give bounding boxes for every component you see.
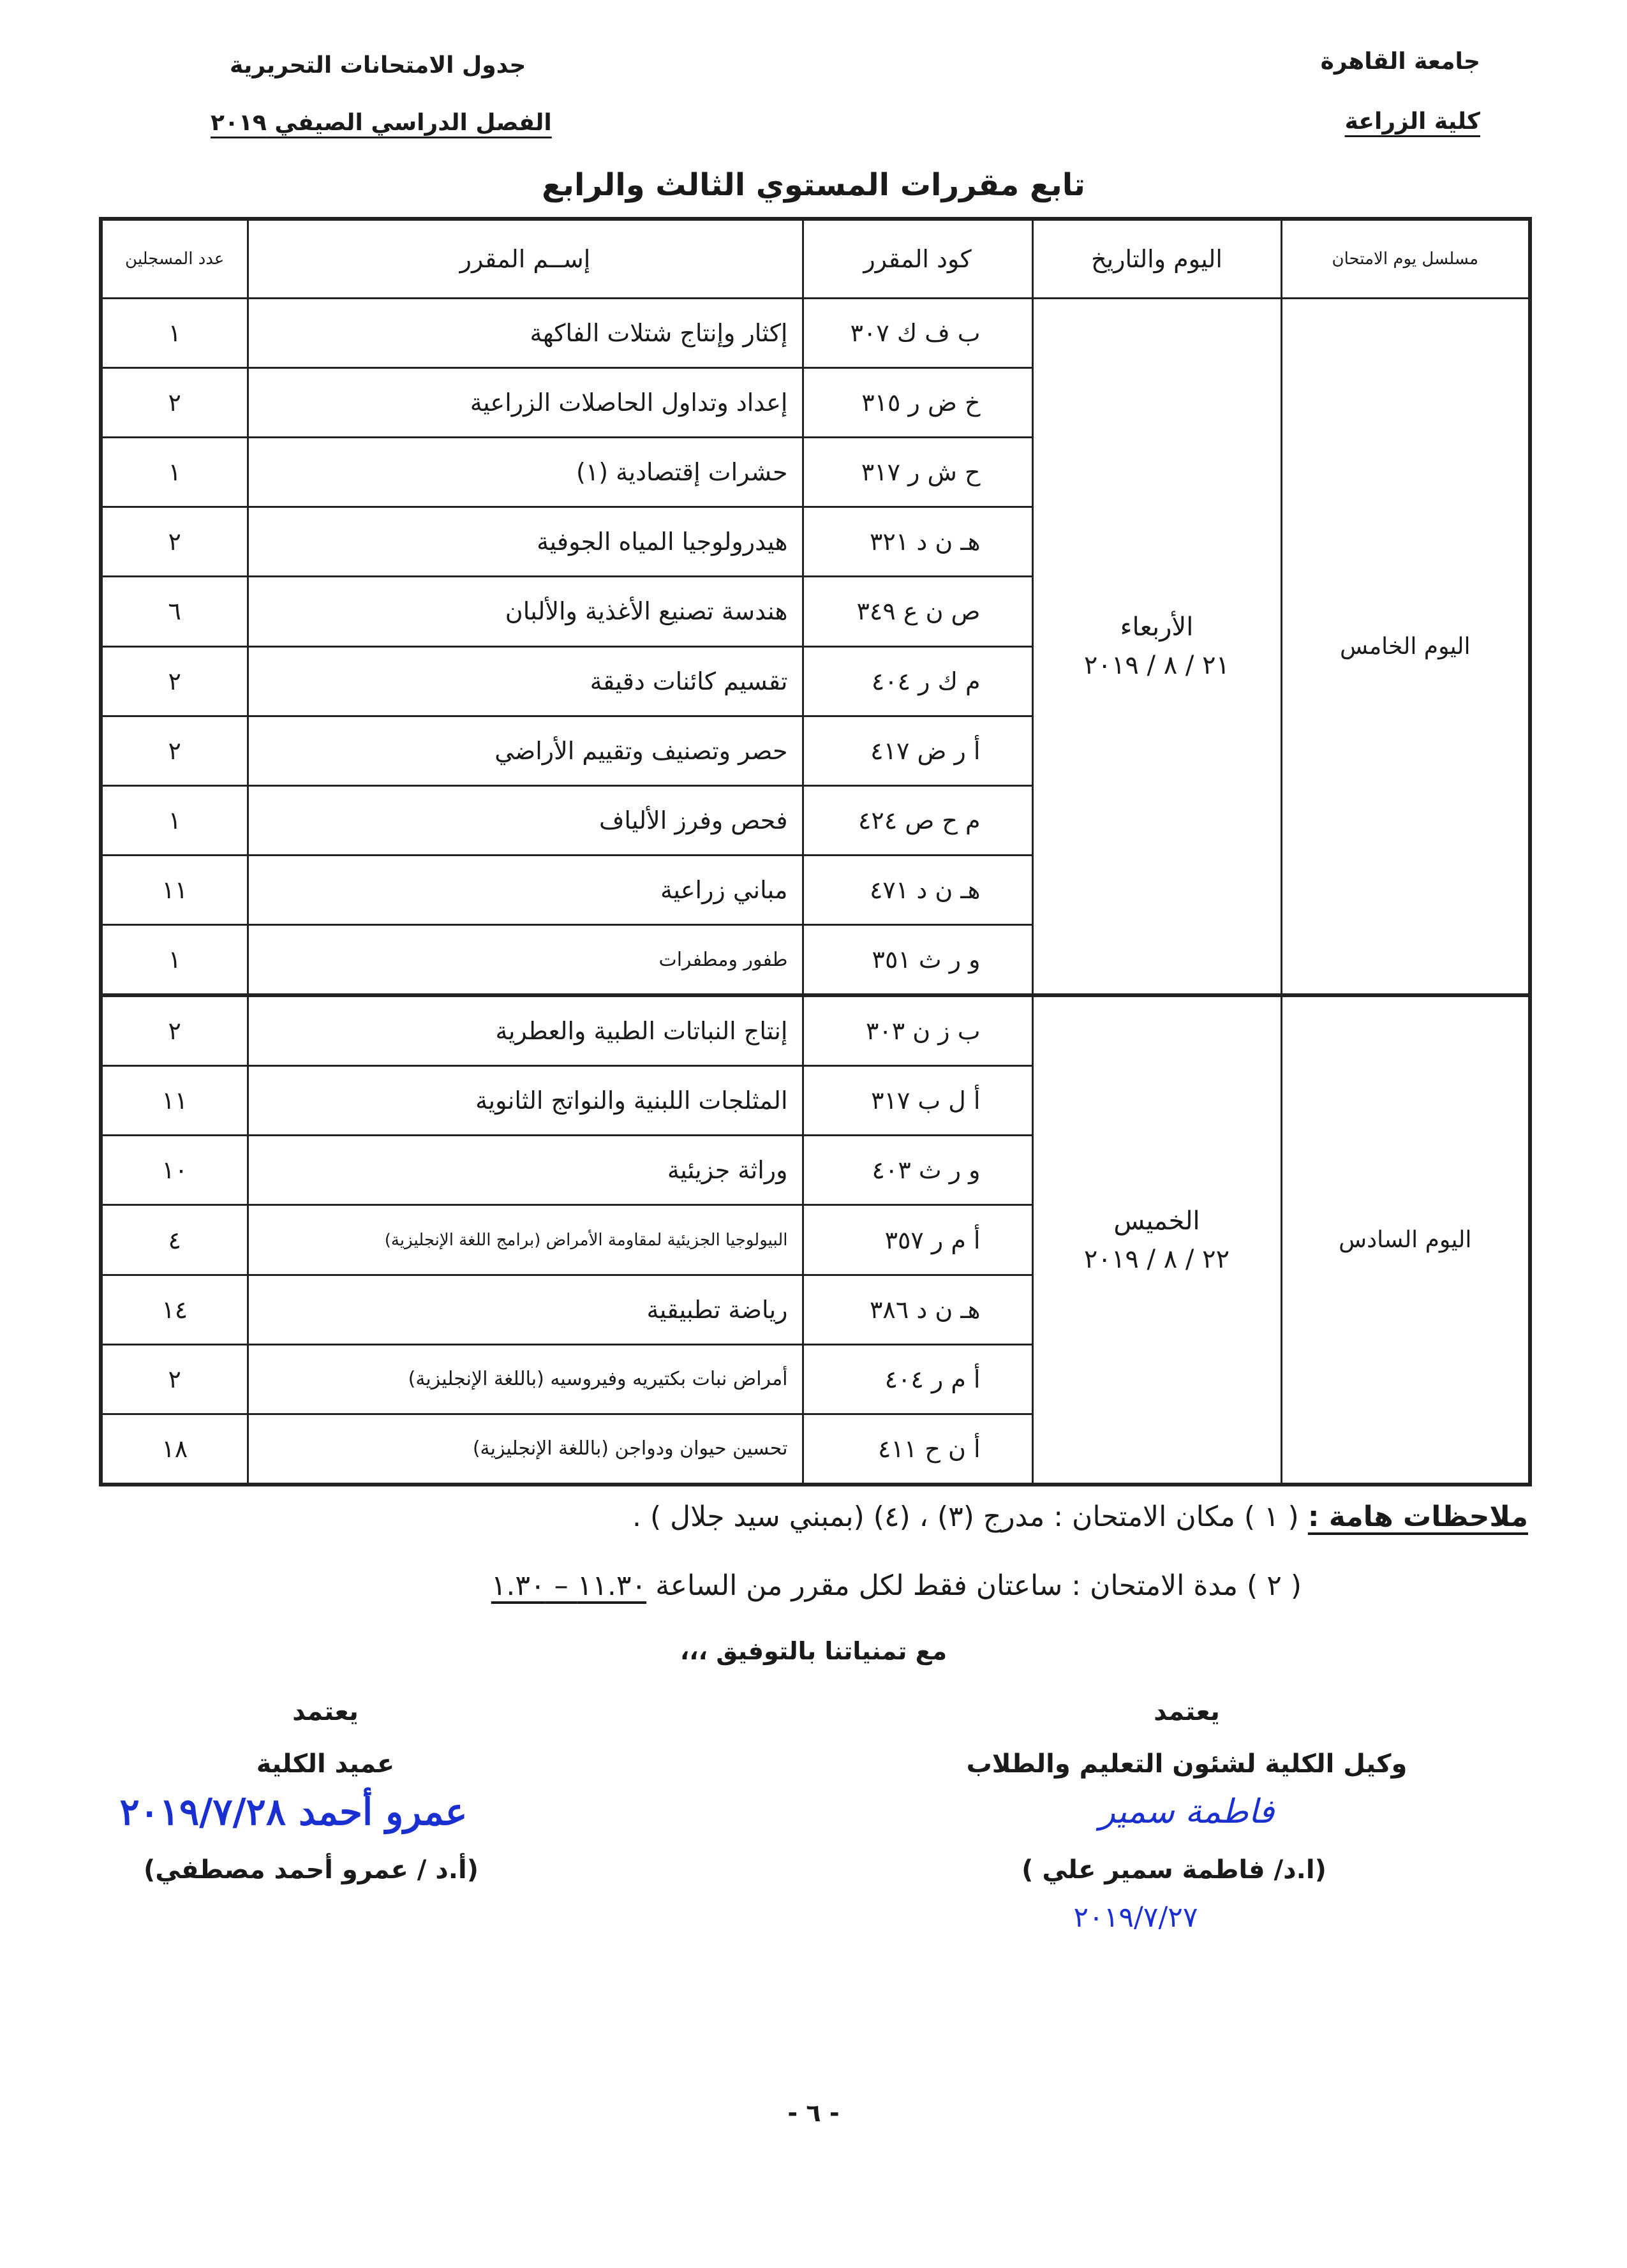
course-name: تقسيم كائنات دقيقة	[248, 646, 803, 716]
registered-count: ١	[101, 924, 248, 995]
page-title: تابع مقررات المستوي الثالث والرابع	[542, 167, 1085, 203]
registered-count: ١٠	[101, 1136, 248, 1205]
note-2-time: ١١.٣٠ – ١.٣٠	[491, 1569, 647, 1602]
semester-label: الفصل الدراسي الصيفي ٢٠١٩	[211, 110, 552, 136]
course-name: مباني زراعية	[248, 855, 803, 924]
header-name: إســم المقرر	[248, 219, 803, 299]
registered-count: ١	[101, 299, 248, 368]
registered-count: ١	[101, 438, 248, 507]
left-approve-label: يعتمد	[292, 1697, 359, 1726]
course-code: ح ش ر ٣١٧	[803, 438, 1032, 507]
note-2: ( ٢ ) مدة الامتحان : ساعتان فقط لكل مقرر من الساعة	[655, 1569, 1302, 1602]
course-name: المثلجات اللبنية والنواتج الثانوية	[248, 1066, 803, 1136]
header-count: عدد المسجلين	[101, 219, 248, 299]
registered-count: ١٨	[101, 1414, 248, 1485]
page-number: - ٦ -	[787, 2099, 840, 2127]
registered-count: ٢	[101, 995, 248, 1066]
left-signatory-role: عميد الكلية	[256, 1749, 395, 1779]
course-name: تحسين حيوان ودواجن (باللغة الإنجليزية)	[248, 1414, 803, 1485]
course-name: طفور ومطفرات	[248, 924, 803, 995]
right-signatory-role: وكيل الكلية لشئون التعليم والطلاب	[966, 1749, 1408, 1779]
group-date: ٢١ / ٨ / ٢٠١٩	[1083, 651, 1230, 681]
course-name: رياضة تطبيقية	[248, 1275, 803, 1344]
course-name: حصر وتصنيف وتقييم الأراضي	[248, 716, 803, 785]
registered-count: ٦	[101, 577, 248, 646]
university-name: جامعة القاهرة	[1320, 48, 1480, 75]
course-code: م ح ص ٤٢٤	[803, 785, 1032, 855]
notes-line-1	[632, 1501, 1528, 1533]
course-code: هـ ن د ٣٨٦	[803, 1275, 1032, 1344]
group-date-cell	[1032, 995, 1281, 1485]
course-name: وراثة جزيئية	[248, 1136, 803, 1205]
registered-count: ١	[101, 785, 248, 855]
faculty-name: كلية الزراعة	[1344, 108, 1480, 135]
registered-count: ١٤	[101, 1275, 248, 1344]
course-name: البيولوجيا الجزيئية لمقاومة الأمراض (برامج اللغة الإنجليزية)	[248, 1205, 803, 1275]
course-code: و ر ث ٤٠٣	[803, 1136, 1032, 1205]
header-code: كود المقرر	[803, 219, 1032, 299]
group-date-cell	[1032, 299, 1281, 996]
course-code: ص ن ع ٣٤٩	[803, 577, 1032, 646]
registered-count: ٢	[101, 1344, 248, 1414]
registered-count: ١١	[101, 855, 248, 924]
registered-count: ٢	[101, 716, 248, 785]
course-name: إعداد وتداول الحاصلات الزراعية	[248, 368, 803, 438]
group-serial: اليوم الخامس	[1281, 299, 1530, 996]
table-row	[101, 995, 1530, 1066]
header-serial: مسلسل يوم الامتحان	[1281, 219, 1530, 299]
registered-count: ١١	[101, 1066, 248, 1136]
course-name: فحص وفرز الألياف	[248, 785, 803, 855]
course-code: أ ل ب ٣١٧	[803, 1066, 1032, 1136]
course-name: هيدرولوجيا المياه الجوفية	[248, 507, 803, 577]
table-header-row	[101, 219, 1530, 299]
course-code: و ر ث ٣٥١	[803, 924, 1032, 995]
notes-line-2	[491, 1569, 1302, 1602]
course-name: حشرات إقتصادية (١)	[248, 438, 803, 507]
group-serial: اليوم السادس	[1281, 995, 1530, 1485]
header-date: اليوم والتاريخ	[1032, 219, 1281, 299]
course-code: أ م ر ٤٠٤	[803, 1344, 1032, 1414]
course-code: أ ر ض ٤١٧	[803, 716, 1032, 785]
course-name: أمراض نبات بكتيريه وفيروسيه (باللغة الإنجليزية)	[248, 1344, 803, 1414]
left-signatory-name: (أ.د / عمرو أحمد مصطفي)	[143, 1855, 479, 1885]
registered-count: ٢	[101, 507, 248, 577]
wishes: مع تمنياتنا بالتوفيق ،،،	[680, 1637, 947, 1665]
group-date: ٢٢ / ٨ / ٢٠١٩	[1083, 1244, 1230, 1274]
course-code: م ك ر ٤٠٤	[803, 646, 1032, 716]
course-code: هـ ن د ٤٧١	[803, 855, 1032, 924]
course-name: إنتاج النباتات الطبية والعطرية	[248, 995, 803, 1066]
course-name: إكثار وإنتاج شتلات الفاكهة	[248, 299, 803, 368]
course-code: خ ض ر ٣١٥	[803, 368, 1032, 438]
note-1: ( ١ ) مكان الامتحان : مدرج (٣) ، (٤) (بمبني سيد جلال ) .	[632, 1501, 1299, 1533]
group-day: الأربعاء	[1120, 612, 1194, 642]
course-code: أ م ر ٣٥٧	[803, 1205, 1032, 1275]
right-handwritten-date: ٢٠١٩/٧/٢٧	[1073, 1901, 1198, 1934]
registered-count: ٤	[101, 1205, 248, 1275]
schedule-title: جدول الامتحانات التحريرية	[230, 52, 526, 78]
registered-count: ٢	[101, 646, 248, 716]
course-code: هـ ن د ٣٢١	[803, 507, 1032, 577]
right-signatory-name: (ا.د/ فاطمة سمير علي )	[1022, 1855, 1326, 1885]
right-approve-label: يعتمد	[1154, 1697, 1220, 1726]
course-name: هندسة تصنيع الأغذية والألبان	[248, 577, 803, 646]
right-handwritten-signature: فاطمة سمير	[1099, 1793, 1275, 1831]
table-row	[101, 299, 1530, 368]
course-code: ب ف ك ٣٠٧	[803, 299, 1032, 368]
left-handwritten-signature: عمرو أحمد ٢٠١٩/٧/٢٨	[119, 1790, 468, 1834]
group-day: الخميس	[1113, 1206, 1200, 1236]
course-code: أ ن ح ٤١١	[803, 1414, 1032, 1485]
exam-schedule-table	[99, 217, 1532, 1486]
notes-label: ملاحظات هامة :	[1307, 1501, 1528, 1533]
course-code: ب ز ن ٣٠٣	[803, 995, 1032, 1066]
registered-count: ٢	[101, 368, 248, 438]
